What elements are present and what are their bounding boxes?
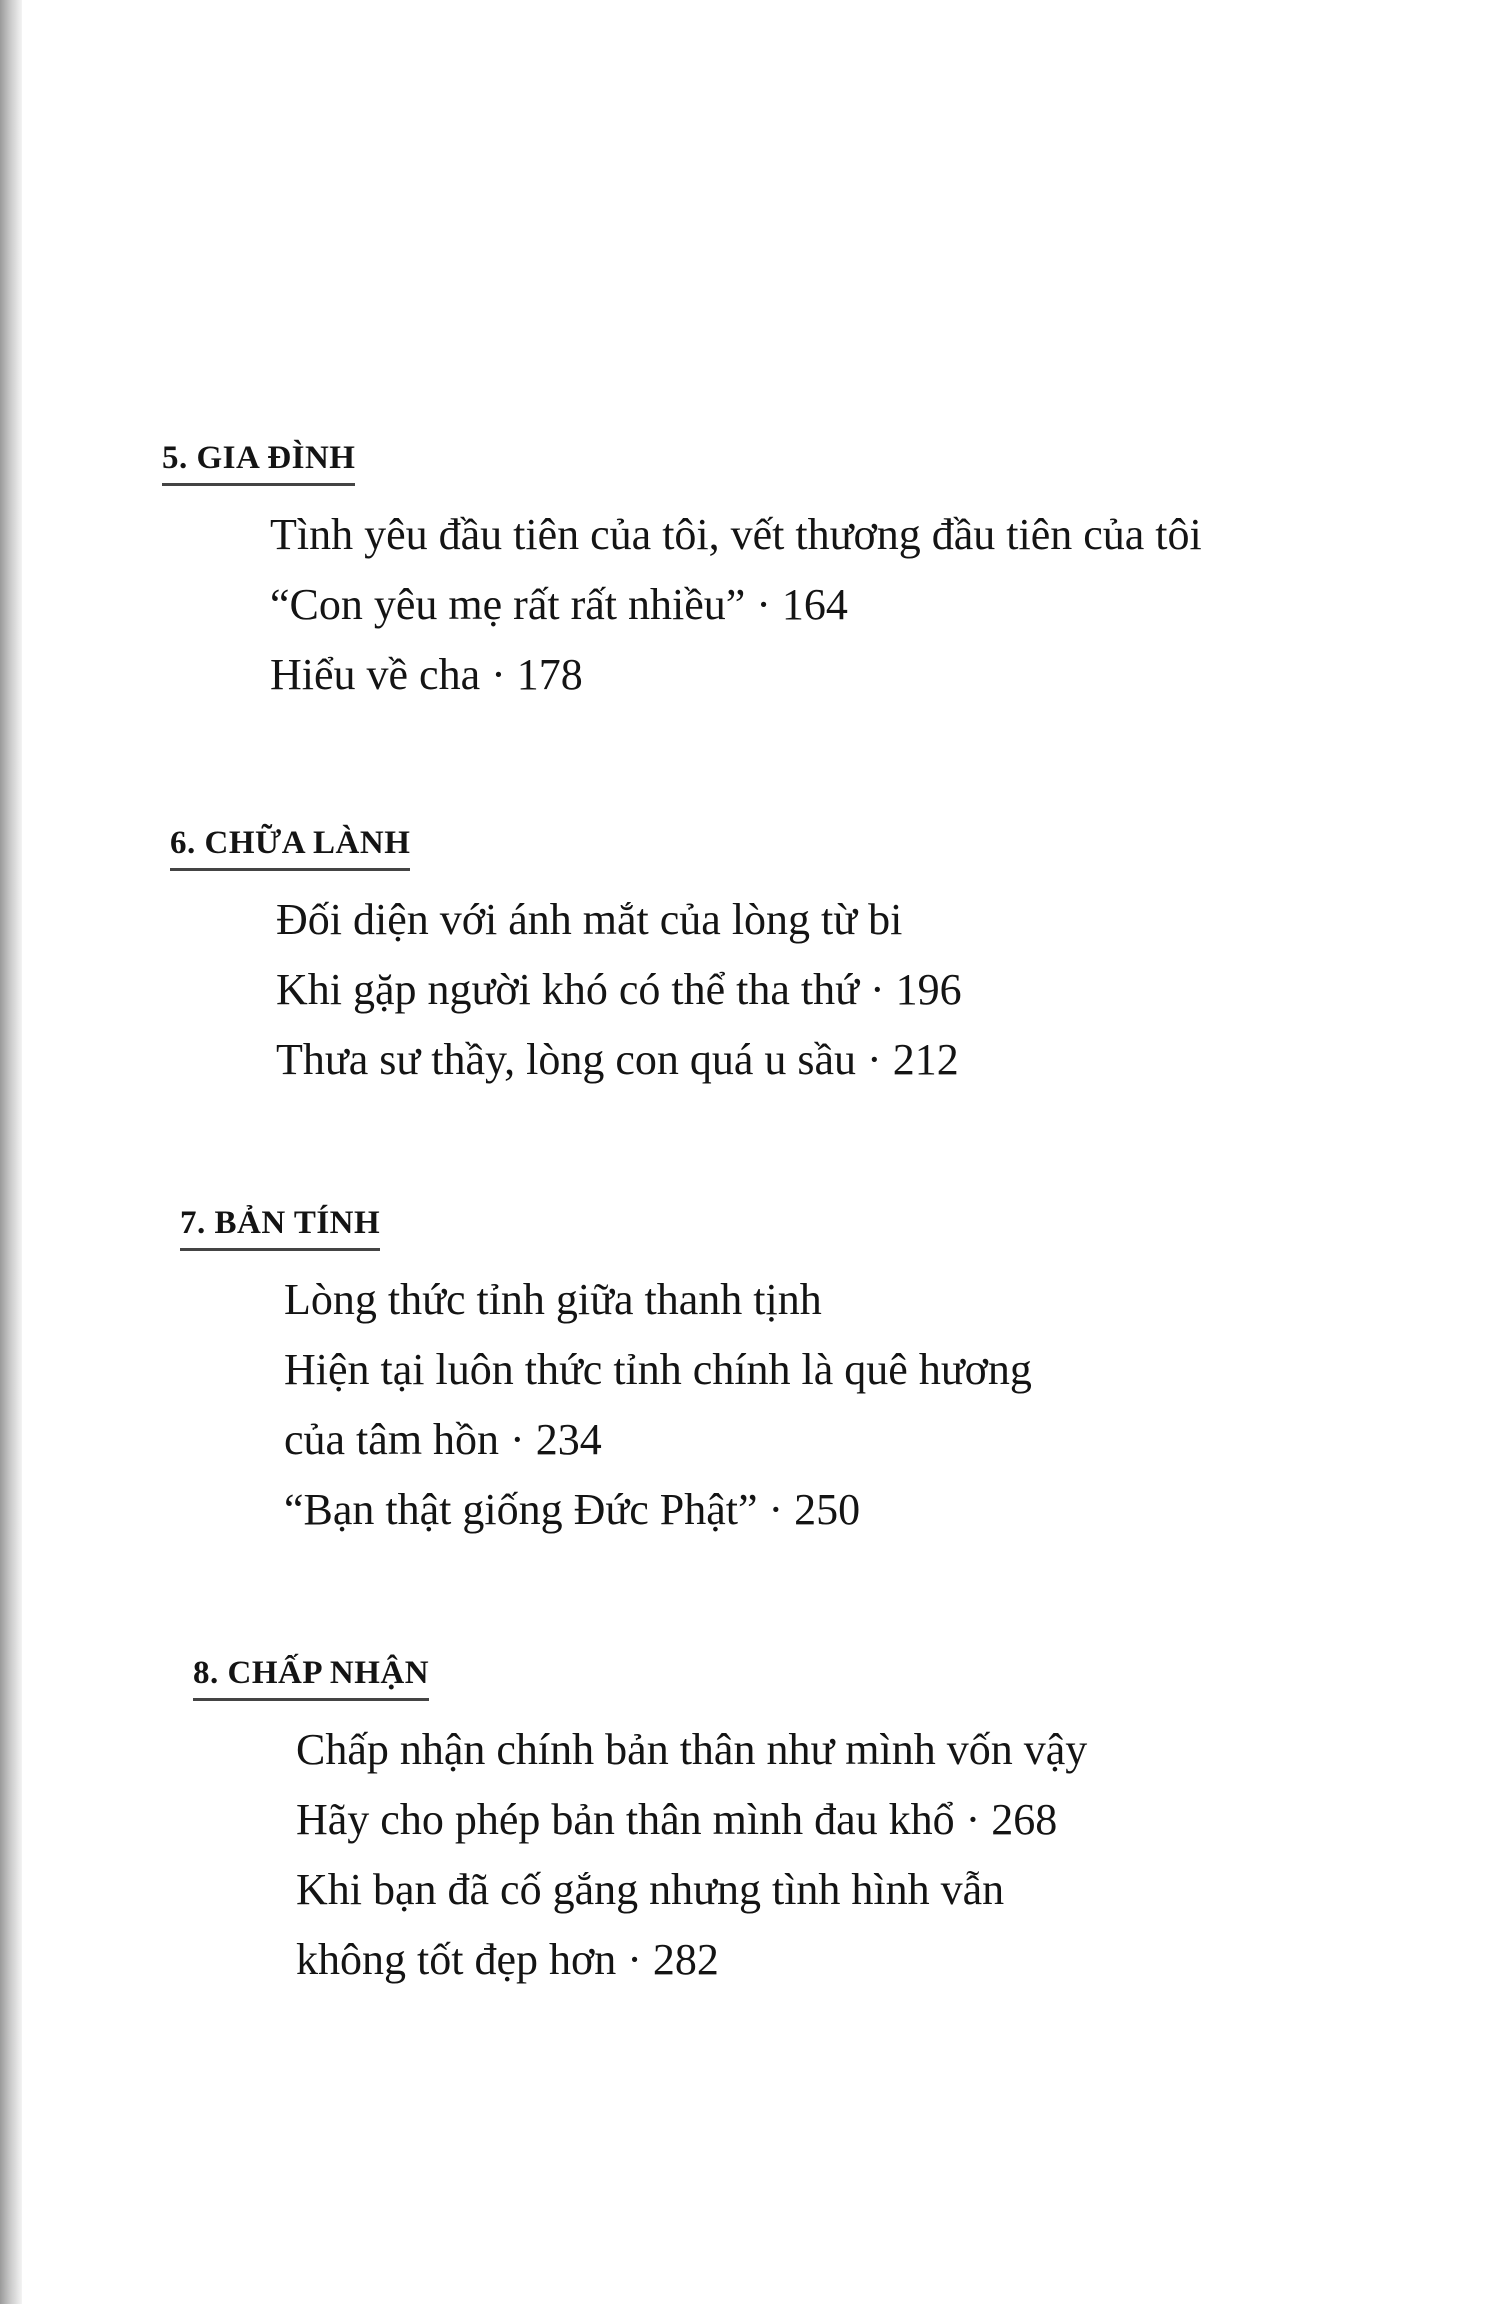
- page-edge-shadow: [0, 0, 22, 2304]
- toc-entry: Đối diện với ánh mắt của lòng từ bi: [276, 895, 903, 944]
- toc-entry: Khi bạn đã cố gắng nhưng tình hình vẫn: [296, 1865, 1005, 1914]
- toc-entry-list: [284, 1265, 1032, 1545]
- toc-entry-list: [276, 885, 962, 1095]
- toc-entry: Hiểu về cha · 178: [270, 650, 583, 699]
- section-heading: 6. CHỮA LÀNH: [170, 825, 410, 871]
- toc-entry: Hãy cho phép bản thân mình đau khổ · 268: [296, 1795, 1058, 1844]
- toc-entry: Tình yêu đầu tiên của tôi, vết thương đầu tiên của tôi: [270, 510, 1202, 559]
- toc-entry: Lòng thức tỉnh giữa thanh tịnh: [284, 1275, 822, 1324]
- toc-entry: Khi gặp người khó có thể tha thứ · 196: [276, 965, 962, 1014]
- toc-entry: “Bạn thật giống Đức Phật” · 250: [284, 1485, 861, 1534]
- toc-entry: của tâm hồn · 234: [284, 1415, 602, 1464]
- toc-section-acceptance: [193, 1655, 1087, 1995]
- toc-entry: Thưa sư thầy, lòng con quá u sầu · 212: [276, 1035, 959, 1084]
- section-heading: 7. BẢN TÍNH: [180, 1205, 380, 1251]
- section-heading: 8. CHẤP NHẬN: [193, 1655, 429, 1701]
- toc-entry: “Con yêu mẹ rất rất nhiều” · 164: [270, 580, 848, 629]
- toc-section-healing: [170, 825, 962, 1095]
- toc-section-nature: [180, 1205, 1032, 1545]
- toc-entry-list: [270, 500, 1202, 710]
- section-heading: 5. GIA ĐÌNH: [162, 440, 355, 486]
- toc-entry: Hiện tại luôn thức tỉnh chính là quê hương: [284, 1345, 1032, 1394]
- toc-entry: Chấp nhận chính bản thân như mình vốn vậy: [296, 1725, 1088, 1774]
- toc-entry: không tốt đẹp hơn · 282: [296, 1935, 719, 1984]
- toc-entry-list: [296, 1715, 1087, 1995]
- toc-section-family: [162, 440, 1202, 710]
